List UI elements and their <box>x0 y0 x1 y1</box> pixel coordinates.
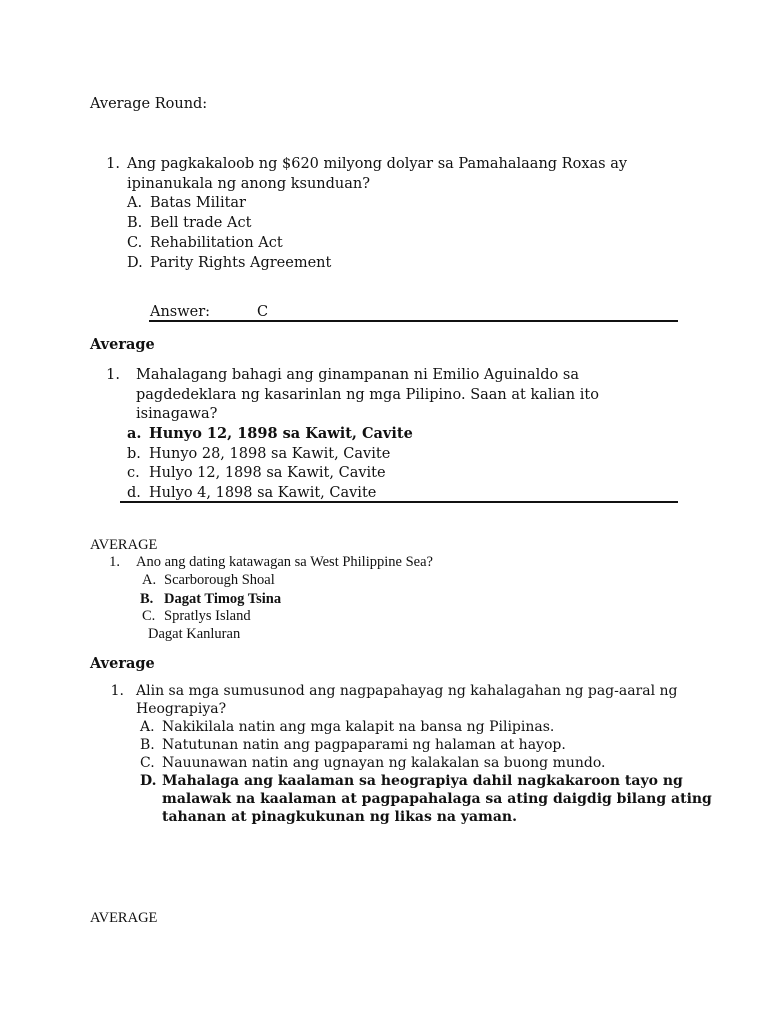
option-text: Hulyo 12, 1898 sa Kawit, Cavite <box>149 465 386 481</box>
question-text-line: Heograpiya? <box>136 701 227 717</box>
option-letter: B. <box>140 737 155 753</box>
option-text-correct: Mahalaga ang kaalaman sa heograpiya dahil nagkakaroon tayo ng <box>162 773 683 789</box>
option-text: Natutunan natin ang pagpaparami ng halaman at hayop. <box>162 737 566 753</box>
question-text-line: pagdedeklara ng kasarinlan ng mga Pilipino. Saan at kalian ito <box>136 387 599 403</box>
section-heading-average-round: Average Round: <box>90 96 208 112</box>
option-letter: C. <box>142 608 156 624</box>
option-text-correct: Dagat Timog Tsina <box>164 591 282 607</box>
question-number: 1. <box>106 367 120 383</box>
section-heading-average: Average <box>90 655 155 672</box>
option-text: Batas Militar <box>150 195 246 211</box>
question-text-line: Alin sa mga sumusunod ang nagpapahayag ng kahalagahan ng pag-aaral ng <box>136 683 678 699</box>
option-text: Hunyo 28, 1898 sa Kawit, Cavite <box>149 446 391 462</box>
question-number: 1. <box>109 554 120 570</box>
answer-label: Answer: <box>150 304 211 320</box>
option-letter: A. <box>127 195 143 211</box>
answer-underline <box>149 320 678 322</box>
option-text-correct: malawak na kaalaman at pagpapahalaga sa ating daigdig bilang ating <box>162 791 712 807</box>
question-text-line: ipinanukala ng anong ksunduan? <box>127 176 370 192</box>
answer-value: C <box>257 304 269 320</box>
option-letter-correct: B. <box>140 591 154 607</box>
option-text: Parity Rights Agreement <box>150 255 332 271</box>
option-text: Dagat Kanluran <box>148 626 241 642</box>
question-text-line: Ang pagkakaloob ng $620 milyong dolyar sa Pamahalaang Roxas ay <box>127 156 628 172</box>
option-letter: d. <box>127 485 141 501</box>
option-text: Scarborough Shoal <box>164 572 275 588</box>
question-number: 1. <box>110 683 124 699</box>
section-heading-average: Average <box>90 336 155 353</box>
option-text: Nauunawan natin ang ugnayan ng kalakalan sa buong mundo. <box>162 755 606 771</box>
option-text: Nakikilala natin ang mga kalapit na bansa ng Pilipinas. <box>162 719 555 735</box>
question-text-line: Ano ang dating katawagan sa West Philippine Sea? <box>136 554 433 570</box>
option-text-correct: Hunyo 12, 1898 sa Kawit, Cavite <box>149 425 413 442</box>
option-letter-correct: D. <box>140 773 157 789</box>
option-letter: D. <box>127 255 143 271</box>
option-letter-correct: a. <box>127 425 142 442</box>
option-letter: A. <box>140 719 155 735</box>
question-text-line: Mahalagang bahagi ang ginampanan ni Emilio Aguinaldo sa <box>136 367 579 383</box>
option-letter: C. <box>140 755 155 771</box>
question-text-line: isinagawa? <box>136 406 218 422</box>
option-letter: b. <box>127 446 141 462</box>
section-heading-average-caps: AVERAGE <box>90 910 158 926</box>
section-underline <box>120 501 678 503</box>
option-letter: C. <box>127 235 143 251</box>
option-text: Rehabilitation Act <box>150 235 283 251</box>
section-heading-average-caps: AVERAGE <box>90 537 158 553</box>
option-text: Hulyo 4, 1898 sa Kawit, Cavite <box>149 485 377 501</box>
option-letter: A. <box>142 572 157 588</box>
option-text: Spratlys Island <box>164 608 251 624</box>
question-number: 1. <box>106 156 120 172</box>
option-letter: c. <box>127 465 140 481</box>
option-text-correct: tahanan at pinagkukunan ng likas na yaman. <box>162 809 517 825</box>
option-text: Bell trade Act <box>150 215 252 231</box>
option-letter: B. <box>127 215 143 231</box>
